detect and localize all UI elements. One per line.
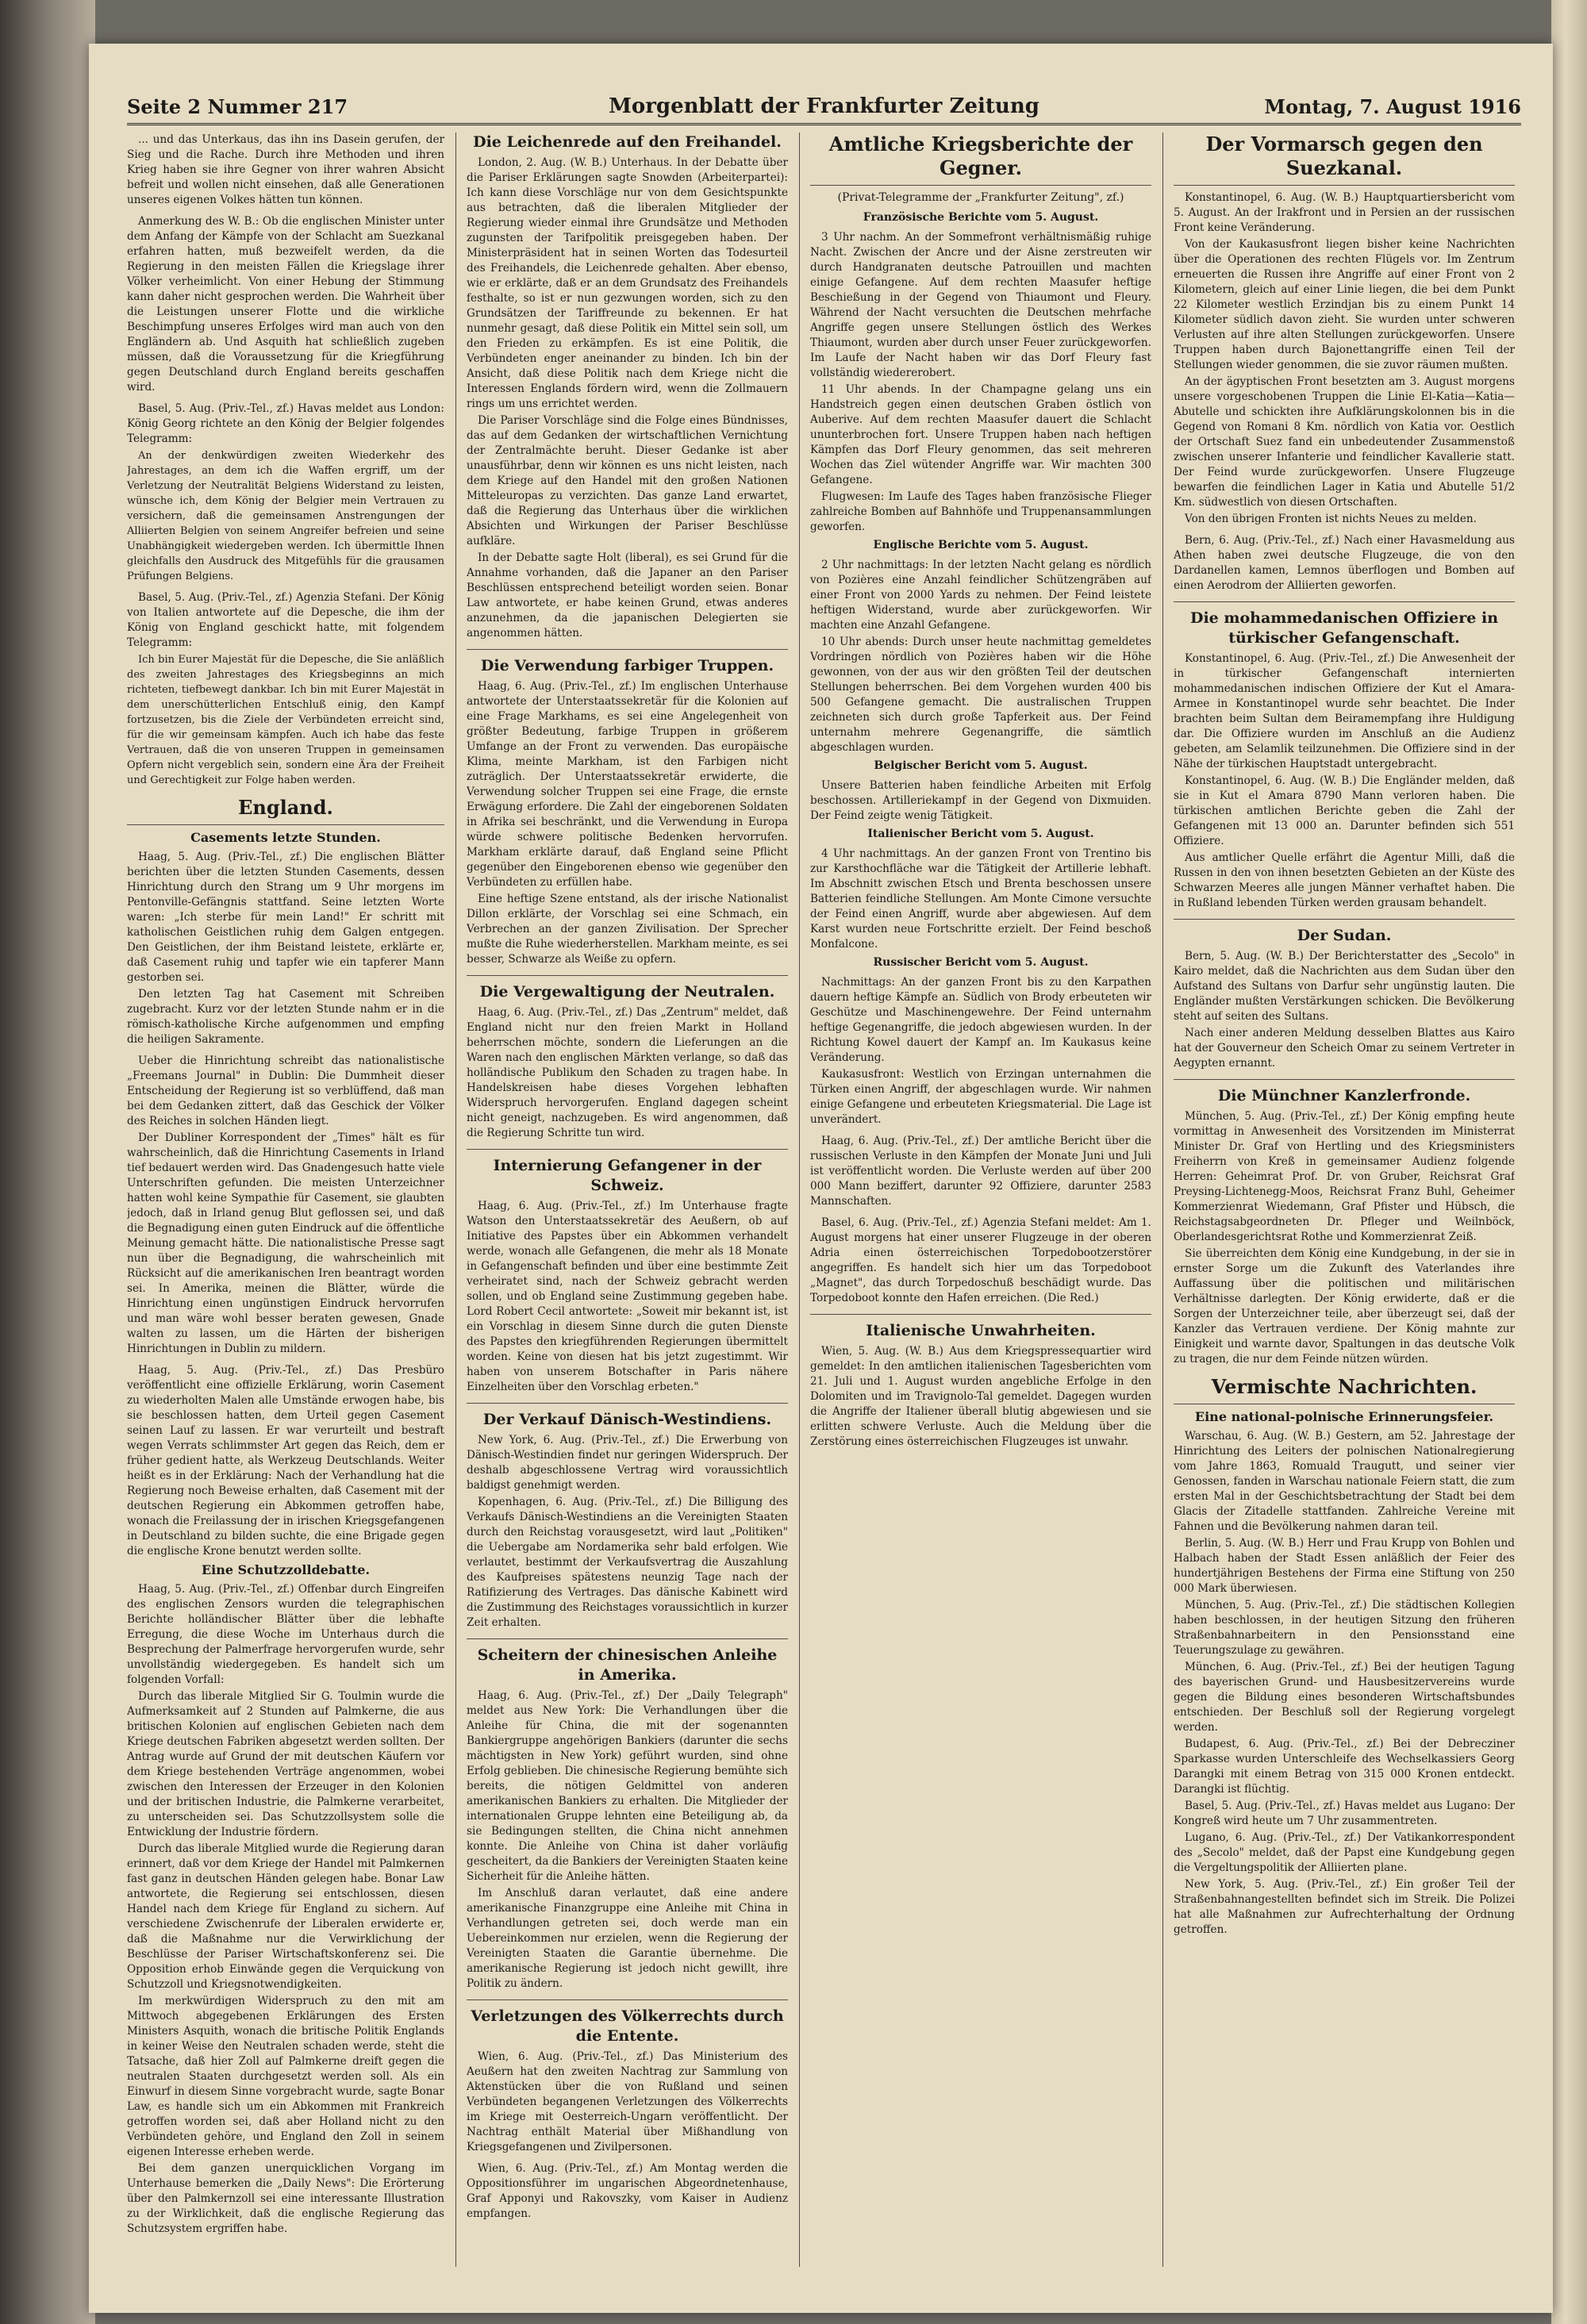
article-paragraph: Nach einer anderen Meldung desselben Blattes aus Kairo hat der Gouverneur den Scheich Omar zu seinem Vertreter in Aegypten ernannt. bbox=[1174, 1027, 1515, 1070]
headline-leichenrede: Die Leichenrede auf den Freihandel. bbox=[473, 133, 782, 151]
article-paragraph: An der ägyptischen Front besetzten am 3. August morgens unsere vorgeschobenen Truppen die Linie El-Katia—Katia—Abutelle und schickten ihre Aufklärungskolonnen bis in die Gegend von Romani 8 Km. nördlich von Katia vor. Oestlich der Ortschaft Suez fand ein unbedeutender Zusammenstoß zwischen unserer Infanterie und feindlicher Kavallerie statt. Der Feind wurde zurückgeworfen. Unsere Flugzeuge bewarfen die feindlichen Lager in Katia und Abutelle 51/2 Km. südwestlich von diesen Ortschaften. bbox=[1174, 375, 1515, 509]
article-paragraph: Nachmittags: An der ganzen Front bis zu den Karpathen dauern heftige Kämpfe an. Südlich von Brody erbeuteten wir Geschütze und Maschinengewehre. Der Feind unternahm heftige Gegenangriffe, die jedoch abgewiesen wurden. In der Richtung Kowel dauert der Kampf an. Im Kaukasus keine Veränderung. bbox=[810, 976, 1151, 1064]
headline-schweiz: Internierung Gefangener in der Schweiz. bbox=[467, 1149, 788, 1196]
column-3 bbox=[810, 133, 1151, 2275]
headline-suezkanal: Der Vormarsch gegen den Suezkanal. bbox=[1174, 133, 1515, 186]
section-heading-england: England. bbox=[127, 796, 444, 825]
article-paragraph: Basel, 5. Aug. (Priv.-Tel., zf.) Havas meldet aus London: König Georg richtete an den König der Belgier folgendes Telegramm: bbox=[127, 402, 444, 445]
article-paragraph: Wien, 6. Aug. (Priv.-Tel., zf.) Das Ministerium des Aeußern hat den zweiten Nachtrag zur Sammlung von Aktenstücken über die von Rußland und seinen Verbündeten begangenen Verletzungen des Völkerrechts im Kriege mit Oesterreich-Ungarn veröffentlicht. Der Nachtrag enthält Material über Mißhandlung von Kriegsgefangenen und Zivilpersonen. bbox=[467, 2050, 788, 2153]
article-paragraph: Haag, 5. Aug. (Priv.-Tel., zf.) Das Presbüro veröffentlicht eine offizielle Erklärung, worin Casement zu wiederholten Malen alle Umstände erwogen habe, bis sie beschlossen hatten, dem Urteil gegen Casement seinen Lauf zu lassen. Er war verurteilt und bestraft wegen Verrats schlimmster Art gegen das Reich, dem er früher gedient hatte, als Werkzeug Deutschlands. Weiter heißt es in der Erklärung: Nach der Verhandlung hat die Regierung noch Beweise erhalten, daß Casement mit der deutschen Regierung ein Abkommen getroffen habe, wonach die Freilassung der in irischen Kriegsgefangenen in Deutschland zu bilden suchte, die eine Brigade gegen die englische Krone benutzt werden sollte. bbox=[127, 1364, 444, 1558]
article-paragraph: New York, 6. Aug. (Priv.-Tel., zf.) Die Erwerbung von Dänisch-Westindien findet nur geringen Widerspruch. Der deshalb abgeschlossene Vertrag wird voraussichtlich baldigst genehmigt werden. bbox=[467, 1434, 788, 1492]
article-paragraph: Durch das liberale Mitglied wurde die Regierung daran erinnert, daß vor dem Kriege der Handel mit Palmkernen fast ganz in deutschen Händen gelegen habe. Bonar Law antwortete, die Regierung sei entschlossen, diesen Handel nach dem Kriege für England zu sichern. Auf verschiedene Zwischenrufe der Liberalen erwiderte er, daß die Maßnahme nur die Verwirklichung der Beschlüsse der Pariser Wirtschaftskonferenz sei. Die Opposition erhob Einwände gegen die Verquickung von Schutzzoll und Kriegsnotwendigkeiten. bbox=[127, 1842, 444, 1991]
article-paragraph: Basel, 5. Aug. (Priv.-Tel., zf.) Havas meldet aus Lugano: Der Kongreß wird heute um 7 Uhr zusammentreten. bbox=[1174, 1800, 1515, 1827]
headline-muenchner-kanzlerfronde: Die Münchner Kanzlerfronde. bbox=[1174, 1079, 1515, 1106]
article-paragraph: 10 Uhr abends: Durch unser heute nachmittag gemeldetes Vordringen nördlich von Pozières haben wir die Höhe gewonnen, von der aus wir den größten Teil der deutschen Stellungen beherrschen. Bei dem Vorgehen wurden 400 bis 500 Gefangene gemacht. Die australischen Truppen zeichneten sich durch große Tapferkeit aus. Der Feind unternahm mehrere Gegenangriffe, die sämtlich abgeschlagen wurden. bbox=[810, 636, 1151, 754]
article-paragraph: Bern, 6. Aug. (Priv.-Tel., zf.) Nach einer Havasmeldung aus Athen haben zwei deutsche Flugzeuge, die von den Dardanellen kamen, Lemnos überflogen und Bomben auf einen Aerodrom der Alliierten geworfen. bbox=[1174, 534, 1515, 592]
article-paragraph: Sie überreichten dem König eine Kundgebung, in der sie in ernster Sorge um die Zukunft des Vaterlandes ihre Auffassung über die politischen und militärischen Verhältnisse darlegten. Der König erwiderte, daß er die Sorgen der Unterzeichner teile, aber überzeugt sei, daß der Kanzler das Vertrauen verdiene. Der König mahnte zur Einigkeit und warnte davor, Spaltungen in das deutsche Volk zu tragen, die nur dem Feinde nützen würden. bbox=[1174, 1247, 1515, 1366]
article-paragraph: Haag, 6. Aug. (Priv.-Tel., zf.) Der „Daily Telegraph" meldet aus New York: Die Verhandlungen über die Anleihe für China, die mit der sogenannten Bankiergruppe angehörigen Bankiers (darunter die sechs mächtigsten in New York) geführt wurden, sind ohne Erfolg geblieben. Die chinesische Regierung bemühte sich bereits, die nötigen Geldmittel von anderen amerikanischen Bankiers zu erhalten. Die Mitglieder der internationalen Gruppe lehnten eine Beteiligung ab, da sie Bedingungen stellten, die China nicht annehmen konnte. Die Anleihe von China ist daher vorläufig gescheitert, da die Bankiers der Vereinigten Staaten keine Sicherheit für die Anleihe hätten. bbox=[467, 1689, 788, 1883]
article-paragraph: Haag, 6. Aug. (Priv.-Tel., zf.) Im englischen Unterhause antwortete der Unterstaatssekretär für die Kolonien auf eine Frage Markhams, es sei eine Angelegenheit von größter Bedeutung, farbige Truppen in größerem Umfange an der Front zu verwenden. Das europäische Klima, meinte Markham, ist den Farbigen nicht zuträglich. Der Unterstaatssekretär erwiderte, die Verwendung solcher Truppen sei eine Frage, die ernste Erwägung erfordere. Die Zahl der eingeborenen Soldaten in Afrika sei beschränkt, und die Verwendung in Europa würde schwere politische Bedenken hervorrufen. Markham erklärte darauf, daß England seine Pflicht gegenüber den Eingeborenen ebenso wie gegenüber den Verbündeten zu erfüllen habe. bbox=[467, 680, 788, 889]
article-paragraph: Von den übrigen Fronten ist nichts Neues zu melden. bbox=[1185, 513, 1477, 525]
article-paragraph: Kaukasusfront: Westlich von Erzingan unternahmen die Türken einen Angriff, der abgeschlagen wurde. Wir nahmen einige Gefangene und erbeuteten Kriegsmaterial. Die Lage ist unverändert. bbox=[810, 1068, 1151, 1126]
article-paragraph: An der denkwürdigen zweiten Wiederkehr des Jahrestages, an dem ich die Waffen ergriff, um der Verletzung der Neutralität Belgiens Widerstand zu leisten, wünsche ich, dem König der Belgier mein Vertrauen zu versichern, daß die gemeinsamen Anstrengungen der Alliierten Belgien von seinem Angreifer befreien und seine Unabhängigkeit wiedergeben werden. Ich übermittle Ihnen gleichfalls den Ausdruck des Mitgefühls für die grausamen Prüfungen Belgiens. bbox=[127, 450, 444, 582]
report-label-russian: Russischer Bericht vom 5. August. bbox=[873, 956, 1089, 969]
article-paragraph: Im merkwürdigen Widerspruch zu den mit am Mittwoch abgegebenen Erklärungen des Ersten Ministers Asquith, wonach die britische Politik Englands in keiner Weise den Neutralen schaden werde, steht die Tatsache, daß hier Zoll auf Palmkerne dreift gegen die neutralen Staaten durchgesetzt werden soll. Als ein Einwurf in diesem Sinne vorgebracht wurde, sagte Bonar Law, es handle sich um ein Abkommen mit Frankreich getroffen worden sei, daß aber Holland nicht zu den Verbündeten gehöre, und England den Zoll in seinem eigenen Interesse erheben werde. bbox=[127, 1995, 444, 2158]
article-paragraph: Haag, 6. Aug. (Priv.-Tel., zf.) Im Unterhause fragte Watson den Unterstaatssekretär des Aeußern, ob auf Initiative des Papstes über ein Abkommen verhandelt werde, wonach alle Gefangenen, die mehr als 18 Monate in Gefangenschaft befinden und über eine bestimmte Zeit verheiratet sind, nach der Schweiz gebracht werden sollen, und ob England seine Zustimmung gegeben habe. Lord Robert Cecil antwortete: „Soweit mir bekannt ist, ist ein Vorschlag in diesem Sinne durch die guten Dienste des Papstes den kriegführenden Regierungen übermittelt worden. Keine von diesen hat bis jetzt zugestimmt. Wir haben von unserem Botschafter in Paris nähere Einzelheiten über den Vorschlag erbeten." bbox=[467, 1200, 788, 1393]
article-paragraph: 4 Uhr nachmittags. An der ganzen Front von Trentino bis zur Karsthochfläche war die Tätigkeit der Artillerie lebhaft. Im Abschnitt zwischen Etsch und Brenta beschossen unsere Batterien feindliche Stellungen. Am Monte Cimone versuchte der Feind einen Angriff, wurde aber abgewiesen. Auf dem Karst wurden neue Fortschritte erzielt. Der Feind beschoß Monfalcone. bbox=[810, 847, 1151, 951]
column-rule bbox=[455, 133, 456, 2267]
headline-neutralen: Die Vergewaltigung der Neutralen. bbox=[467, 975, 788, 1002]
article-paragraph: Wien, 5. Aug. (W. B.) Aus dem Kriegspressequartier wird gemeldet: In den amtlichen italienischen Tagesberichten vom 21. Juli und 1. August wurden angebliche Erfolge in den Dolomiten und im Travignolo-Tal gemeldet. Dagegen wurden die Angriffe der Italiener überall blutig abgewiesen und sie erlitten schwere Verluste. Auch die Meldung über die Zerstörung eines österreichischen Flugzeuges ist unwahr. bbox=[810, 1345, 1151, 1448]
article-paragraph: Im Anschluß daran verlautet, daß eine andere amerikanische Finanzgruppe eine Anleihe mit China in Verhandlungen getreten sei, doch werde man ein Uebereinkommen nur erzielen, wenn die Regierung der Vereinigten Staaten die Garantie übernehme. Die amerikanische Regierung ist jedoch nicht gewillt, ihre Politik zu ändern. bbox=[467, 1887, 788, 1990]
article-paragraph: Basel, 6. Aug. (Priv.-Tel., zf.) Agenzia Stefani meldet: Am 1. August morgens hat einer unserer Flugzeuge in der oberen Adria einen österreichischen Torpedobootzerstörer angegriffen. Es handelt sich hier um das Torpedoboot „Magnet", das durch Torpedoschuß beschädigt wurde. Das Torpedoboot konnte den Hafen erreichen. (Die Red.) bbox=[810, 1216, 1151, 1304]
article-paragraph: In der Debatte sagte Holt (liberal), es sei Grund für die Annahme vorhanden, daß die Japaner an den Pariser Beschlüssen entsprechend beteiligt worden seien. Bonar Law antwortete, er habe keinen Grund, etwas anderes anzunehmen, da die japanischen Delegierten sie angenommen hätten. bbox=[467, 551, 788, 640]
article-paragraph: Den letzten Tag hat Casement mit Schreiben zugebracht. Kurz vor der letzten Stunde nahm er in die römisch-katholische Kirche aufgenommen und empfing die heiligen Sakramente. bbox=[127, 988, 444, 1046]
article-paragraph: Berlin, 5. Aug. (W. B.) Herr und Frau Krupp von Bohlen und Halbach haben der Stadt Essen anläßlich der Feier des hundertjährigen Bestehens der Firma eine Stiftung von 250 000 Mark überwiesen. bbox=[1174, 1537, 1515, 1595]
newspaper-page bbox=[89, 44, 1553, 2313]
report-label-french: Französische Berichte vom 5. August. bbox=[863, 211, 1099, 224]
report-label-belgian: Belgischer Bericht vom 5. August. bbox=[874, 759, 1088, 772]
article-paragraph: Anmerkung des W. B.: Ob die englischen Minister unter dem Anfang der Kämpfe von der Schlacht am Suezkanal erfahren hatten, muß bezweifelt werden, da die Regierung in den meisten Fällen die Kriegslage ihrer Völker verheimlicht. Von einer Hebung der Stimmung kann daher nicht gesprochen werden. Die Wahrheit über die Leistungen unserer Flotte und die wirkliche Beschimpfung unseres Erfolges wird man auch von den Engländern ab. Und Asquith hat schließlich zugeben müssen, daß die Voraussetzung für die Kriegführung gegen Deutschland durch England bereits geschaffen wird. bbox=[127, 215, 444, 394]
article-paragraph: Unsere Batterien haben feindliche Arbeiten mit Erfolg beschossen. Artilleriekampf in der Gegend von Dixmuiden. Der Feind zeigte wenig Tätigkeit. bbox=[810, 779, 1151, 822]
headline-mohammedanische-offiziere: Die mohammedanischen Offiziere in türkischer Gefangenschaft. bbox=[1174, 601, 1515, 648]
article-paragraph: Flugwesen: Im Laufe des Tages haben französische Flieger zahlreiche Bomben auf Bahnhöfe und Truppenansammlungen geworfen. bbox=[810, 490, 1151, 533]
masthead bbox=[127, 91, 1521, 125]
article-paragraph: Lugano, 6. Aug. (Priv.-Tel., zf.) Der Vatikankorrespondent des „Secolo" meldet, daß der Papst eine Kundgebung gegen die Vergeltungspolitik der Alliierten plane. bbox=[1174, 1831, 1515, 1874]
column-rule bbox=[799, 133, 800, 2267]
page-number: Seite 2 Nummer 217 bbox=[127, 95, 348, 118]
article-paragraph: Eine heftige Szene entstand, als der irische Nationalist Dillon erklärte, der Vorschlag sei eine Schmach, ein Verbrechen an der ganzen Zivilisation. Der Sprecher mußte die Ruhe wiederherstellen. Markham meinte, es sei besser, Schwarze als Weiße zu opfern. bbox=[467, 893, 788, 966]
column-1 bbox=[127, 133, 444, 2275]
report-label-english: Englische Berichte vom 5. August. bbox=[873, 539, 1089, 551]
subheading-schutzzoll: Eine Schutzzolldebatte. bbox=[201, 1562, 371, 1577]
telegram-note: (Privat-Telegramme der „Frankfurter Zeitung", zf.) bbox=[837, 191, 1124, 204]
book-binding bbox=[0, 0, 95, 2324]
article-paragraph: Aus amtlicher Quelle erfährt die Agentur Milli, daß die Russen in den von ihnen besetzten Gebieten an der Küste des Schwarzen Meeres alle jungen Männer verhaftet haben. Die in Rußland lebenden Türken werden grausam behandelt. bbox=[1174, 851, 1515, 909]
article-paragraph: Ich bin Eurer Majestät für die Depesche, die Sie anläßlich des zweiten Jahrestages des Kriegsbeginns an mich richteten, tiefbewegt dankbar. Ich bin mit Eurer Majestät in dem unerschütterlichen Entschluß einig, den Kampf fortzusetzen, bis die Ziele der Verbündeten erreicht sind, für die wir gemeinsam kämpfen. Auch ich habe das feste Vertrauen, daß die von unseren Truppen in gemeinsamen Opfern nicht vergeblich sein, sondern eine Ära der Freiheit und Gerechtigkeit zur Folge haben werden. bbox=[127, 654, 444, 786]
column-4 bbox=[1174, 133, 1515, 2275]
article-paragraph: Konstantinopel, 6. Aug. (Priv.-Tel., zf.) Die Anwesenheit der in türkischer Gefangenschaft internierten mohammedanischen indischen Offiziere der Kut el Amara-Armee in Konstantinopel wurde sehr beachtet. Die Inder brachten beim Sultan dem Beiramempfang ihre Huldigung dar. Die Offiziere wurden im Anschluß an die Audienz gebeten, am Selamlik teilzunehmen. Die Offiziere sind in der Nähe der türkischen Hauptstadt untergebracht. bbox=[1174, 652, 1515, 770]
headline-sudan: Der Sudan. bbox=[1174, 919, 1515, 946]
article-paragraph: New York, 5. Aug. (Priv.-Tel., zf.) Ein großer Teil der Straßenbahnangestellten befindet sich im Streik. Die Polizei hat alle Maßnahmen zur Aufrechterhaltung der Ordnung getroffen. bbox=[1174, 1878, 1515, 1936]
article-paragraph: Durch das liberale Mitglied Sir G. Toulmin wurde die Aufmerksamkeit auf 2 Stunden auf Palmkerne, die aus britischen Kolonien auf englischen Gebieten nach dem Kriege deutschen Fabriken abgesetzt werden sollten. Der Antrag wurde auf Grund der mit deutschen Käufern vor dem Kriege bestehenden Verträge angenommen, wobei zwischen den Interessen der Erzeuger in den Kolonien und der britischen Industrie, die Palmkerne verarbeitet, zu unterscheiden sei. Das Schutzzollsystem solle die Entwicklung der Industrie fördern. bbox=[127, 1690, 444, 1838]
article-paragraph: München, 5. Aug. (Priv.-Tel., zf.) Die städtischen Kollegien haben beschlossen, in der heutigen Sitzung den früheren Straßenbahnarbeitern in den Pensionsstand eine Teuerungszulage zu gewähren. bbox=[1174, 1599, 1515, 1657]
article-paragraph: Kopenhagen, 6. Aug. (Priv.-Tel., zf.) Die Billigung des Verkaufs Dänisch-Westindiens an die Vereinigten Staaten durch den Reichstag vorausgesetzt, wird laut „Politiken" die Uebergabe am Nordamerika sehr bald erfolgen. Wie verlautet, bestimmt der Verkaufsvertrag die Auszahlung des Kaufpreises spätestens neunzig Tage nach der Ratifizierung des Vertrages. Das dänische Kabinett wird die Zustimmung des Reichstages voraussichtlich in kurzer Zeit erhalten. bbox=[467, 1496, 788, 1629]
article-paragraph: London, 2. Aug. (W. B.) Unterhaus. In der Debatte über die Pariser Erklärungen sagte Snowden (Arbeiterpartei): Ich kann diese Vorschläge nur von dem Gesichtspunkte aus betrachten, daß die liberalen Mitglieder der Regierung wieder einmal ihre Grundsätze und Methoden zugunsten der Tarifpolitik preisgegeben haben. Der Ministerpräsident hat in seinen Worten das Todesurteil des Freihandels, die Leichenrede gehalten. Aber ebenso, wie er erklärte, daß er an dem Grundsatz des Freihandels festhalte, so ist er nun gezwungen worden, sich zu den Grundsätzen der Tariffreunde zu bekennen. Er hat nunmehr gesagt, daß diese Politik ein Mittel sein soll, um den Frieden zu erkämpfen. Es ist eine Politik, die Verbündeten enger aneinander zu binden. Ich bin der Ansicht, daß diese Politik nach dem Kriege nicht die Interessen Englands fördern wird, wenn die Zollmauern rings um uns errichtet werden. bbox=[467, 156, 788, 410]
article-paragraph: Haag, 5. Aug. (Priv.-Tel., zf.) Offenbar durch Eingreifen des englischen Zensors wurden die telegraphischen Berichte holländischer Blätter über die lebhafte Erregung, die diese Woche im Unterhaus durch die Besprechung der Palmerfrage hervorgerufen wurde, sehr unvollständig wiedergegeben. Es handelt sich um folgenden Vorfall: bbox=[127, 1583, 444, 1686]
article-paragraph: 2 Uhr nachmittags: In der letzten Nacht gelang es nördlich von Pozières eine Anzahl feindlicher Schützengräben auf einer Front von 2000 Yards zu nehmen. Der Feind leistete heftigen Widerstand, wurde aber zurückgeworfen. Wir machten eine Anzahl Gefangene. bbox=[810, 559, 1151, 632]
article-paragraph: München, 5. Aug. (Priv.-Tel., zf.) Der König empfing heute vormittag in Anwesenheit des Vorsitzenden im Ministerrat Minister Dr. Graf von Hertling und des Kriegsministers Freiherrn von Kreß in gemeinsamer Audienz folgende Herren: Geheimrat Prof. Dr. von Gruber, Reichsrat Graf Preysing-Lichtenegg-Moos, Reichsrat Franz Buhl, Geheimer Kommerzienrat Wiedemann, Graf Pfister und Hübsch, die Reichstagsabgeordneten Dr. Pfleger und Weilnböck, Oberlandesgerichtsrat Rothe und Kommerzienrat Zeiß. bbox=[1174, 1110, 1515, 1243]
headline-voelkerrecht: Verletzungen des Völkerrechts durch die Entente. bbox=[467, 1999, 788, 2046]
column-2 bbox=[467, 133, 788, 2275]
article-paragraph: Haag, 6. Aug. (Priv.-Tel., zf.) Der amtliche Bericht über die russischen Verluste in den Kämpfen der Monate Juni und Juli ist veröffentlicht worden. Die Verluste werden auf über 200 000 Mann beziffert, darunter 92 Offiziere, darunter 2583 Mannschaften. bbox=[810, 1135, 1151, 1208]
article-paragraph: Von der Kaukasusfront liegen bisher keine Nachrichten über die Operationen des rechten Flügels vor. Im Zentrum erneuerten die Russen ihre Angriffe auf einer Front von 2 Kilometern, gleich auf einer Linie liegen, die bei dem Punkt 22 Kilometer westlich Erzindjan bis zu einem Punkt 14 Kilometer südlich davon zieht. Sie wurden unter schweren Verlusten auf ihre alten Stellungen zurückgeworfen. Unsere Truppen haben durch Bajonettangriffe einen Teil der Stellungen wieder genommen, die sie zuvor räumen mußten. bbox=[1174, 238, 1515, 371]
article-paragraph: Haag, 5. Aug. (Priv.-Tel., zf.) Die englischen Blätter berichten über die letzten Stunden Casements, dessen Hinrichtung durch den Strang um 9 Uhr morgens im Pentonville-Gefängnis stattfand. Seine letzten Worte waren: „Ich sterbe für mein Land!" Er schritt mit katholischen Geistlichen ruhig dem Galgen entgegen. Den Geistlichen, der ihm Beistand leistete, erklärte er, daß Casement ruhig und tapfer wie ein tapferer Mann gestorben sei. bbox=[127, 851, 444, 984]
article-paragraph: Bei dem ganzen unerquicklichen Vorgang im Unterhause bemerken die „Daily News": Die Erörterung über den Palmkernzoll sei eine interessante Illustration zu der Wirklichkeit, daß die englische Regierung das Schutzsystem ergriffen habe. bbox=[127, 2162, 444, 2235]
article-paragraph: Konstantinopel, 6. Aug. (W. B.) Hauptquartiersbericht vom 5. August. An der Irakfront und in Persien an der russischen Front keine Veränderung. bbox=[1174, 191, 1515, 234]
subheading-casement: Casements letzte Stunden. bbox=[190, 830, 381, 845]
article-paragraph: 11 Uhr abends. In der Champagne gelang uns ein Handstreich gegen einen deutschen Graben östlich von Auberive. Auf dem rechten Maasufer dauert die Schlacht ununterbrochen fort. Unsere Truppen haben nach heftigen Kämpfen das Dorf Fleury genommen, das seit mehreren Wochen das Ziel wütender Angriffe war. Wir machten 300 Gefangene. bbox=[810, 383, 1151, 486]
article-paragraph: Haag, 6. Aug. (Priv.-Tel., zf.) Das „Zentrum" meldet, daß England nicht nur den freien Markt in Holland beherrschen möchte, sondern die Lieferungen an die Waren nach den englischen Märkten verlange, so daß das holländische Publikum den Schaden zu tragen habe. In Handelskreisen habe dieses Vorgehen lebhaften Widerspruch hervorgerufen. England dagegen scheint nicht geneigt, nachzugeben. Es wird angenommen, daß die Regierung Schritte tun wird. bbox=[467, 1006, 788, 1139]
section-heading-vermischte: Vermischte Nachrichten. bbox=[1174, 1375, 1515, 1404]
article-paragraph: Budapest, 6. Aug. (Priv.-Tel., zf.) Bei der Debrecziner Sparkasse wurden Unterschleife des Wechselkassiers Georg Darangki mit einem Betrag von 315 000 Kronen entdeckt. Darangki ist flüchtig. bbox=[1174, 1738, 1515, 1796]
headline-farbige-truppen: Die Verwendung farbiger Truppen. bbox=[467, 649, 788, 676]
headline-amtliche-kriegsberichte: Amtliche Kriegsberichte der Gegner. bbox=[810, 133, 1151, 186]
article-paragraph: Ueber die Hinrichtung schreibt das nationalistische „Freemans Journal" in Dublin: Die Dummheit dieser Entscheidung der Regierung ist so verblüffend, daß man bei dem Gedanken zittert, daß das Geschick der Völker des Reiches in solchen Händen liegt. bbox=[127, 1054, 444, 1127]
article-paragraph: Bern, 5. Aug. (W. B.) Der Berichterstatter des „Secolo" in Kairo meldet, daß die Nachrichten aus dem Sudan über den Aufstand des Sultans von Darfur sehr ungünstig lauten. Die Engländer mußten Verstärkungen schicken. Die Bevölkerung steht auf seiten des Sultans. bbox=[1174, 950, 1515, 1023]
subheading-polnische-feier: Eine national-polnische Erinnerungsfeier. bbox=[1194, 1409, 1494, 1424]
headline-italienische-unwahrheiten: Italienische Unwahrheiten. bbox=[810, 1314, 1151, 1341]
headline-chinesische-anleihe: Scheitern der chinesischen Anleihe in Amerika. bbox=[467, 1638, 788, 1685]
article-paragraph: Basel, 5. Aug. (Priv.-Tel., zf.) Agenzia Stefani. Der König von Italien antwortete auf die Depesche, die ihm der König von England geschickt hatte, mit folgendem Telegramm: bbox=[127, 591, 444, 649]
article-paragraph: Wien, 6. Aug. (Priv.-Tel., zf.) Am Montag werden die Oppositionsführer im ungarischen Abgeordnetenhause, Graf Apponyi und Rakovszky, vom Kaiser in Audienz empfangen. bbox=[467, 2162, 788, 2220]
headline-daenisch-westindien: Der Verkauf Dänisch-Westindiens. bbox=[467, 1403, 788, 1430]
newspaper-title: Morgenblatt der Frankfurter Zeitung bbox=[609, 94, 1039, 118]
article-paragraph: Warschau, 6. Aug. (W. B.) Gestern, am 52. Jahrestage der Hinrichtung des Leiters der polnischen Nationalregierung vom Jahre 1863, Romuald Traugutt, und seiner vier Genossen, fanden in Warschau nationale Feiern statt, die zum ersten Mal in der Geschichtsbetrachtung der Stadt bei dem Glacis der Zitadelle stattfanden. Zahlreiche Vereine mit Fahnen und die Bevölkerung nahmen daran teil. bbox=[1174, 1430, 1515, 1533]
report-label-italian: Italienischer Bericht vom 5. August. bbox=[867, 828, 1094, 840]
column-rule bbox=[1162, 133, 1163, 2267]
article-paragraph: München, 6. Aug. (Priv.-Tel., zf.) Bei der heutigen Tagung des bayerischen Grund- und Hausbesitzervereins wurde gegen die Bildung eines besonderen Wirtschaftsbundes entschieden. Der Beschluß soll der Regierung vorgelegt werden. bbox=[1174, 1661, 1515, 1734]
article-paragraph: 3 Uhr nachm. An der Sommefront verhältnismäßig ruhige Nacht. Zwischen der Ancre und der Aisne zerstreuten wir durch Handgranaten deutsche Patrouillen und machten einige Gefangene. Auf dem rechten Maasufer heftige Beschießung in der Gegend von Thiaumont und Fleury. Während der Nacht versuchten die Deutschen mehrfache Angriffe gegen unsere Stellungen östlich des Werkes Thiaumont, wurden aber durch unser Feuer zurückgeworfen. Im Laufe der Nacht haben wir das Dorf Fleury fast vollständig wiedererobert. bbox=[810, 231, 1151, 379]
issue-date: Montag, 7. August 1916 bbox=[1264, 95, 1521, 118]
article-paragraph: Die Pariser Vorschläge sind die Folge eines Bündnisses, das auf dem Gedanken der wirtschaftlichen Vernichtung der Zentralmächte beruht. Dieser Gedanke ist aber unausführbar, denn wir können es uns nicht leisten, nach dem Kriege auf den Handel mit den großen Nationen Mitteleuropas zu verzichten. Das ganze Land erwartet, daß die Regierung das Unterhaus über die wirklichen Absichten und Wirkungen der Pariser Beschlüsse aufkläre. bbox=[467, 414, 788, 547]
article-paragraph: Konstantinopel, 6. Aug. (W. B.) Die Engländer melden, daß sie in Kut el Amara 8790 Mann verloren haben. Die türkischen amtlichen Berichte geben die Zahl der Gefangenen mit 13 000 an. Darunter befinden sich 551 Offiziere. bbox=[1174, 774, 1515, 847]
article-paragraph: ... und das Unterkaus, das ihn ins Dasein gerufen, der Sieg und die Rache. Durch ihre Methoden und ihren Krieg haben sie ihre Gegner von ihrer wahren Absicht befreit und wollen nicht einsehen, daß alle Generationen unseres eigenen Volkes hätten tun können. bbox=[127, 133, 444, 206]
page-edge bbox=[1551, 0, 1587, 2324]
article-paragraph: Der Dubliner Korrespondent der „Times" hält es für wahrscheinlich, daß die Hinrichtung Casements in Irland tief bedauert werden wird. Das Gnadengesuch hatte viele Unterschriften gefunden. Die meisten Unterzeichner hatten wohl keine Sympathie für Casement, sie glaubten jedoch, daß in Irland genug Blut geflossen sei, und daß die Begnadigung einen guten Eindruck auf die öffentliche Meinung gemacht hätte. Die nationalistische Presse sagt nun über die Begnadigung, die wahrscheinlich mit Rücksicht auf die amerikanischen Iren beantragt worden sei. In Amerika, meinen die Blätter, würde die Hinrichtung einen ungünstigen Eindruck hervorrufen und man wäre wohl besser beraten gewesen, Gnade walten zu lassen, um die Härten der bisherigen Hinrichtungen in Dublin zu mildern. bbox=[127, 1131, 444, 1355]
